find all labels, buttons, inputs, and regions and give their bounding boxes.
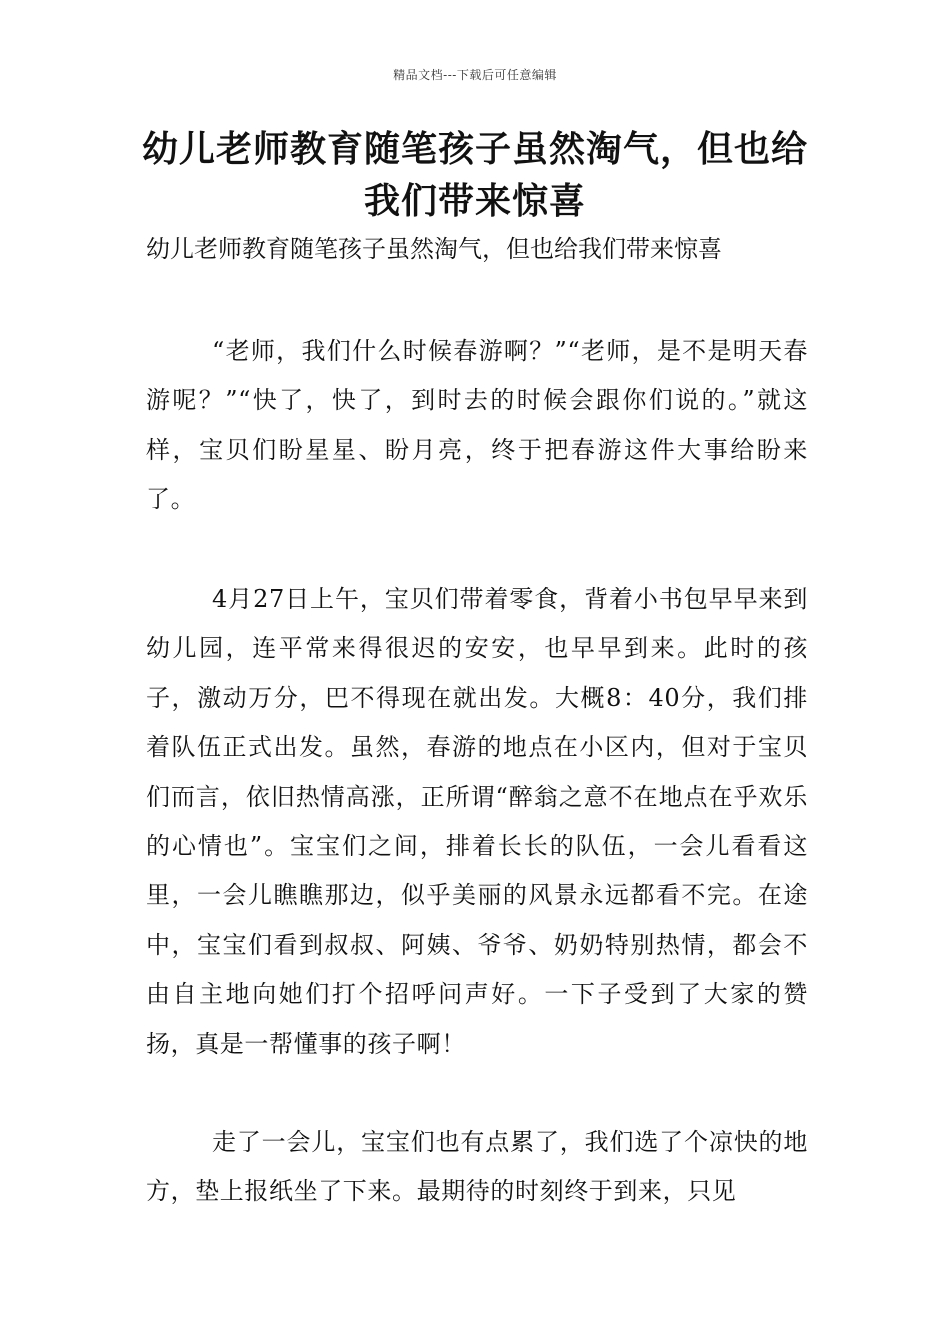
paragraph-1: “老师，我们什么时候春游啊？”“老师，是不是明天春游呢？”“快了，快了，到时去的时候会跟你们说的。”就这样，宝贝们盼星星、盼月亮，终于把春游这件大事给盼来了。 [146,337,808,514]
document-title: 幼儿老师教育随笔孩子虽然淘气，但也给我们带来惊喜 [141,129,808,222]
paragraph-3: 走了一会儿，宝宝们也有点累了，我们选了个凉快的地方，垫上报纸坐了下来。最期待的时刻终于到来，只见 [146,1128,808,1206]
paragraph-2: 4月27日上午，宝贝们带着零食，背着小书包早早来到幼儿园，连平常来得很迟的安安，也早早到来。此时的孩子，激动万分，巴不得现在就出发。大概8：40分，我们排着队伍正式出发。虽然，春游的地点在小区内，但对于宝贝们而言，依旧热情高涨，正所谓“醉翁之意不在地点在乎欢乐的心情也”。宝宝们之间，排着长长的队伍，一会儿看看这里，一会儿瞧瞧那边，似乎美丽的风景永远都看不完。在途中，宝宝们看到叔叔、阿姨、爷爷、奶奶特别热情，都会不由自主地向她们打个招呼问声好。一下子受到了大家的赞扬，真是一帮懂事的孩子啊！ [146,585,808,1058]
document-subtitle: 幼儿老师教育随笔孩子虽然淘气，但也给我们带来惊喜 [146,235,722,263]
header-note: 精品文档---下载后可任意编辑 [393,68,557,82]
